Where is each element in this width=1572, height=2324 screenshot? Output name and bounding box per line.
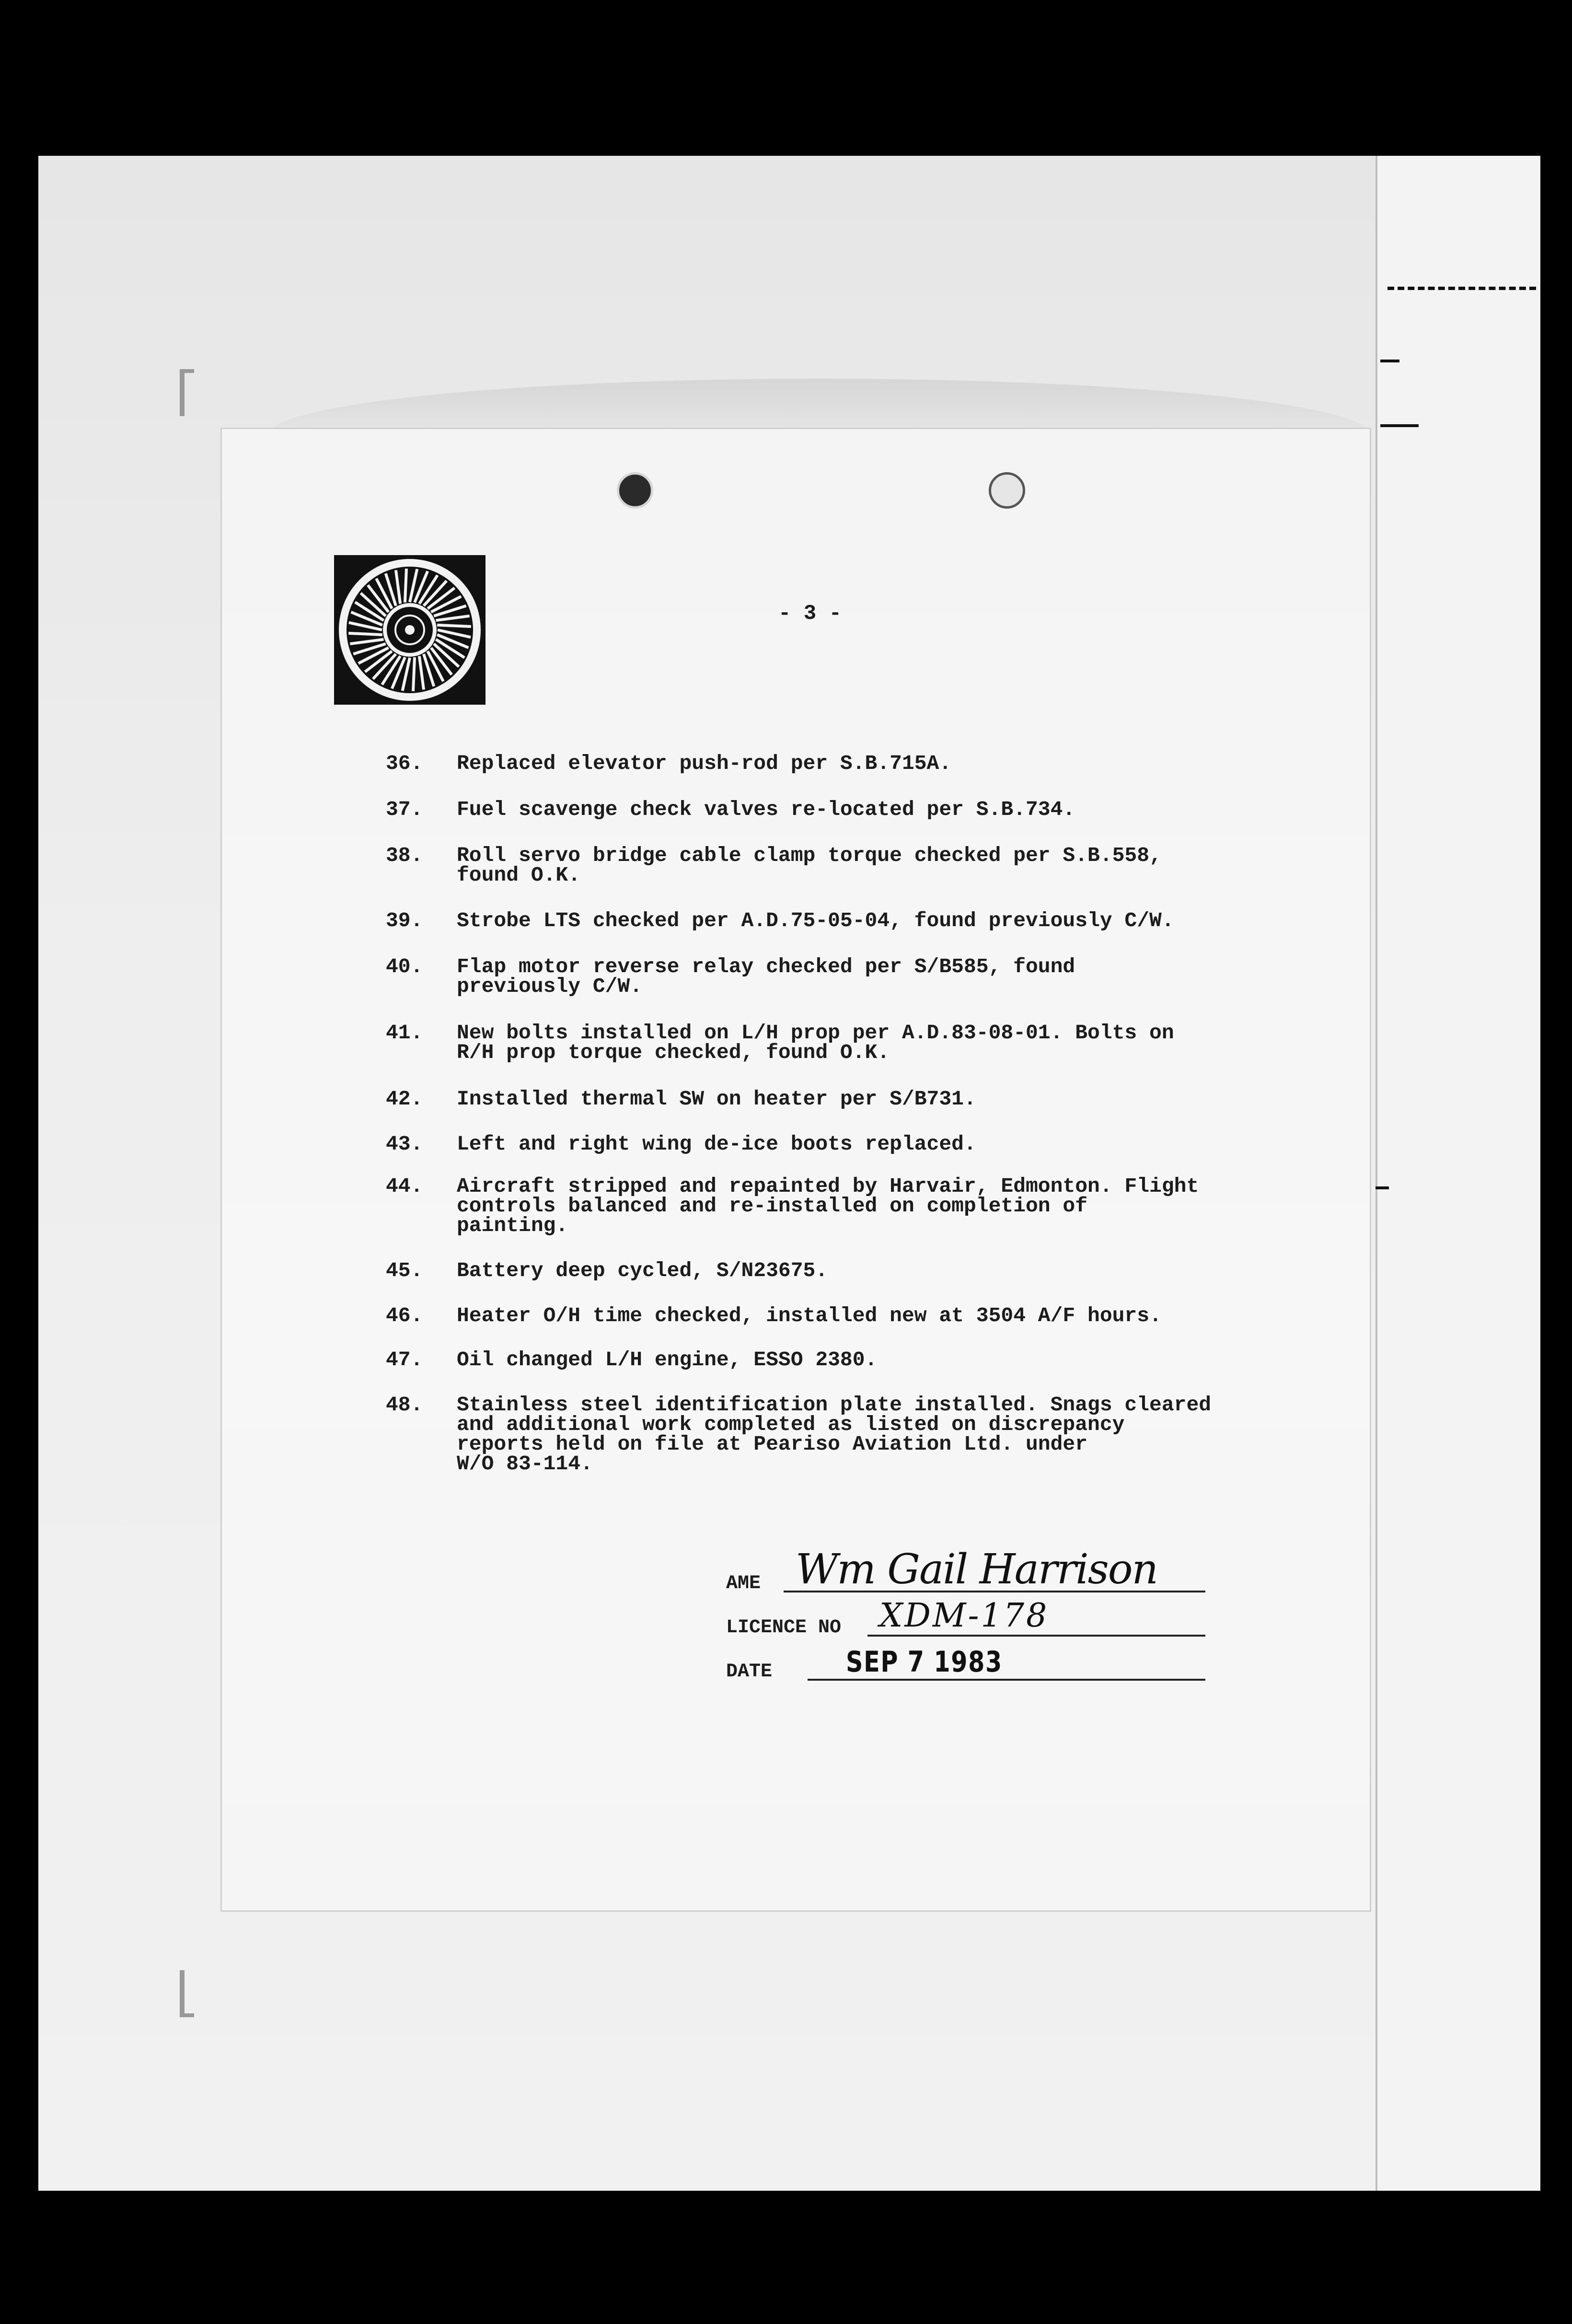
turbine-blade <box>413 657 415 691</box>
item-number: 36. <box>386 752 423 775</box>
item-text: Roll servo bridge cable clamp torque checked per S.B.558, found O.K. <box>457 844 1162 887</box>
item-text: Battery deep cycled, S/N23675. <box>457 1259 828 1282</box>
list-item <box>386 1089 1325 1134</box>
punch-hole-right <box>989 472 1025 509</box>
list-item <box>386 1350 1325 1395</box>
list-item <box>386 800 1325 846</box>
item-text: Stainless steel identification plate installed. Snags cleared and additional work completed as listed on discrepancy reports held on file at Peariso Aviation Ltd. under W/O 83-114. <box>457 1393 1212 1476</box>
item-text: Aircraft stripped and repainted by Harvair, Edmonton. Flight controls balanced and re-installed on completion of painting. <box>457 1174 1199 1237</box>
item-number: 44. <box>386 1174 423 1198</box>
signature-block <box>726 1545 1205 1685</box>
item-number: 45. <box>386 1259 423 1282</box>
list-item <box>386 1023 1325 1089</box>
ame-signature: Wm Gail Harrison <box>796 1545 1157 1593</box>
page-number: - 3 - <box>778 602 842 626</box>
item-number: 47. <box>386 1348 423 1371</box>
licence-label: LICENCE NO <box>726 1617 842 1638</box>
item-text: New bolts installed on L/H prop per A.D.83-08-01. Bolts on R/H prop torque checked, found O.K. <box>457 1021 1174 1064</box>
list-item <box>386 957 1325 1023</box>
item-number: 39. <box>386 909 423 932</box>
turbine-blade <box>348 633 382 635</box>
list-item <box>386 754 1325 800</box>
background-sheet-edge <box>1376 156 1540 2191</box>
licence-line <box>867 1635 1205 1637</box>
ame-row <box>726 1545 1205 1597</box>
licence-value: XDM-178 <box>879 1597 1049 1635</box>
turbine-blade <box>437 625 471 627</box>
item-number: 46. <box>386 1304 423 1327</box>
item-text: Flap motor reverse relay checked per S/B585, found previously C/W. <box>457 955 1075 998</box>
item-text: Strobe LTS checked per A.D.75-05-04, found previously C/W. <box>457 909 1174 932</box>
item-text: Fuel scavenge check valves re-located per S.B.734. <box>457 798 1075 821</box>
item-text: Oil changed L/H engine, ESSO 2380. <box>457 1348 878 1371</box>
item-text: Replaced elevator push-rod per S.B.715A. <box>457 752 952 775</box>
corner-bracket-bottom <box>180 1970 194 2017</box>
item-number: 43. <box>386 1132 423 1156</box>
ame-label: AME <box>726 1573 761 1594</box>
margin-tick <box>1380 360 1399 362</box>
list-item <box>386 1306 1325 1350</box>
date-line <box>808 1679 1205 1681</box>
turbine-logo-icon <box>334 555 485 705</box>
date-row <box>726 1641 1205 1685</box>
item-text: Heater O/H time checked, installed new at 3504 A/F hours. <box>457 1304 1162 1327</box>
list-item <box>386 911 1325 957</box>
list-item <box>386 1134 1325 1176</box>
date-stamp: SEP 7 1983 <box>846 1645 1003 1679</box>
date-label: DATE <box>726 1661 773 1683</box>
item-text: Installed thermal SW on heater per S/B731. <box>457 1087 976 1111</box>
list-item <box>386 1261 1325 1306</box>
item-number: 41. <box>386 1021 423 1045</box>
dashed-margin-mark <box>1387 287 1536 290</box>
item-number: 38. <box>386 844 423 867</box>
item-number: 37. <box>386 798 423 821</box>
margin-arrow-mark <box>1380 424 1419 427</box>
item-number: 40. <box>386 955 423 978</box>
item-number: 42. <box>386 1087 423 1111</box>
list-item <box>386 846 1325 911</box>
corner-bracket-top <box>180 369 194 416</box>
item-number: 48. <box>386 1393 423 1417</box>
margin-tick <box>1376 1186 1389 1189</box>
licence-row <box>726 1597 1205 1641</box>
turbine-blade <box>405 569 406 603</box>
maintenance-items-list <box>386 754 1325 1481</box>
item-text: Left and right wing de-ice boots replaced. <box>457 1132 976 1156</box>
punch-hole-left <box>617 472 653 509</box>
list-item <box>386 1176 1325 1261</box>
list-item <box>386 1395 1325 1481</box>
